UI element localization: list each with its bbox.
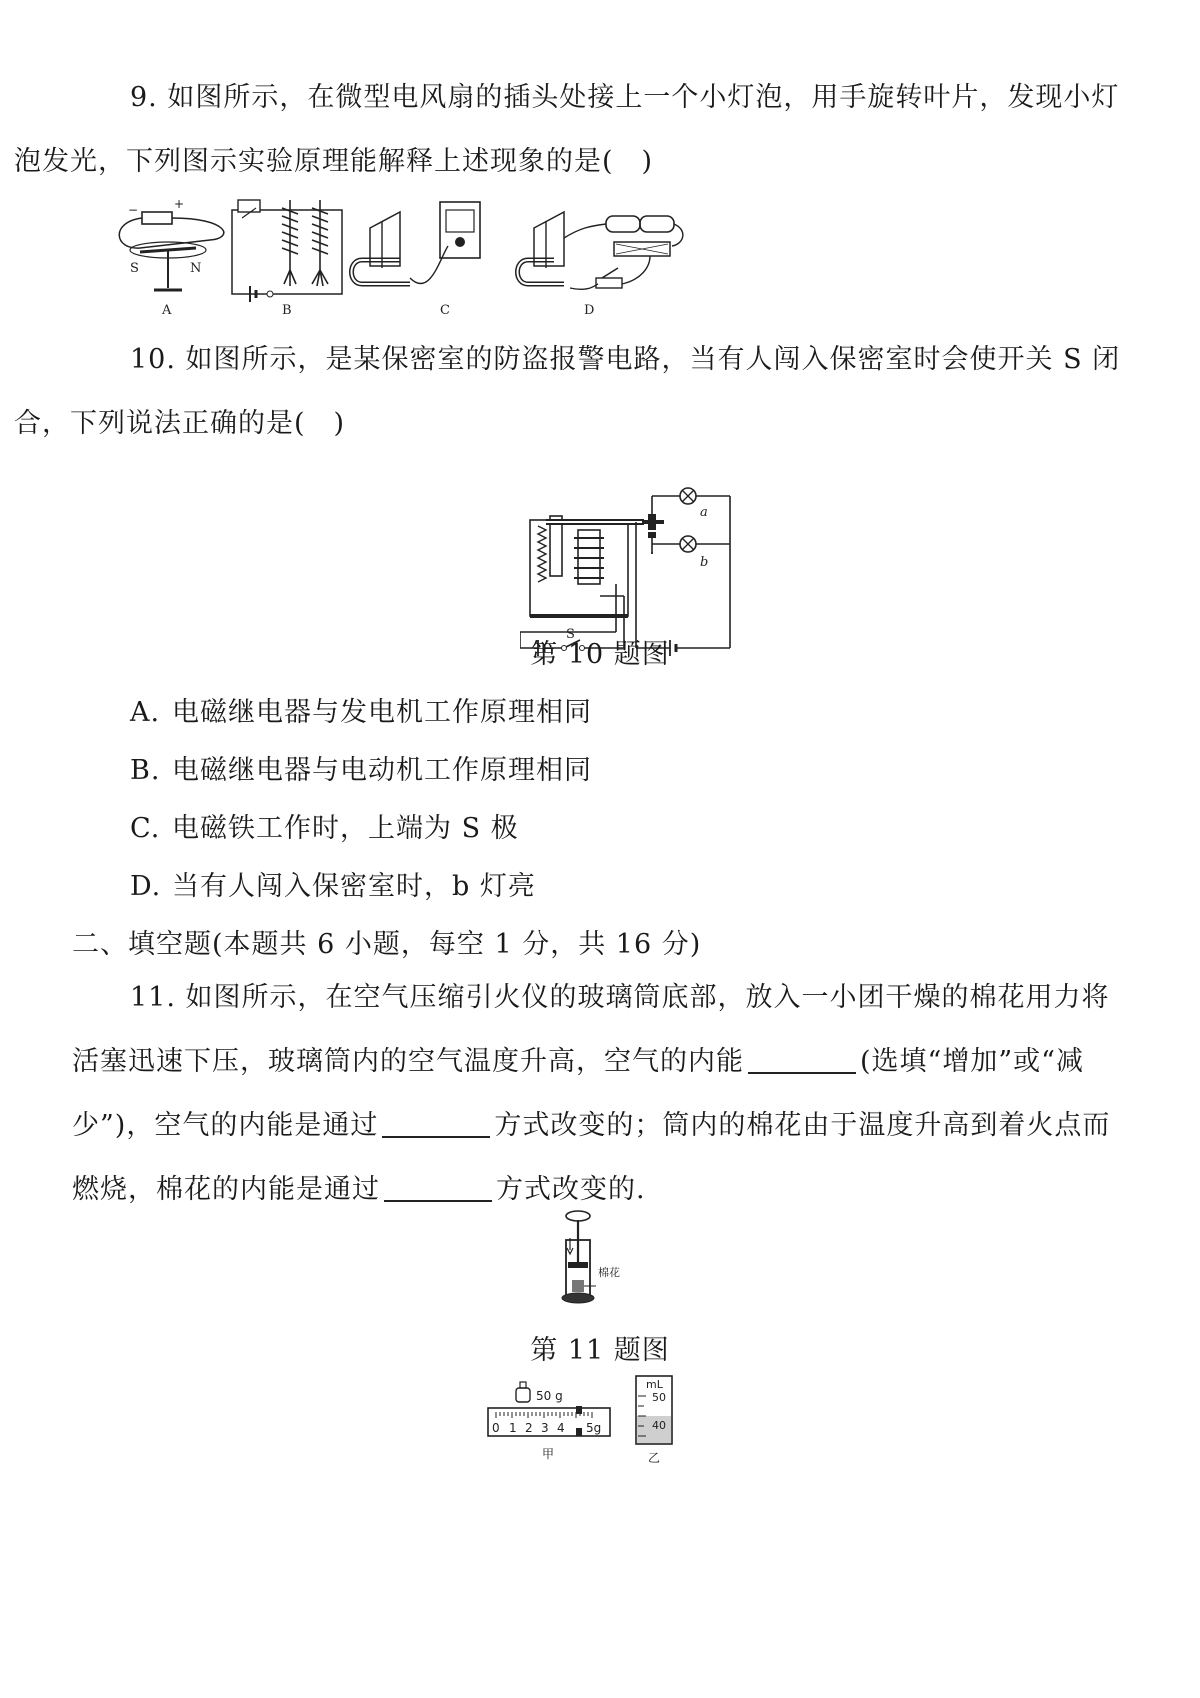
q12-figures [480,1372,710,1472]
question-11: 11. 如图所示，在空气压缩引火仪的玻璃筒底部，放入一小团干燥的棉花用力将 活塞迅速下压，玻璃筒内的空气温度升高，空气的内能 (选填“增加”或“减 少”)，空气的内能是通过 方式改变的；筒内的棉花由于温度升高到着火点而 燃烧，棉花的内能是通过 方式改变的. [72,966,1132,1222]
question-10 [14,328,1132,456]
q9-figure-c [352,202,481,318]
q10-line-2: 合，下列说法正确的是( ) [14,408,346,439]
q11-caption: 第 11 题图 [530,1335,670,1366]
svg-text:3: 3 [541,1421,549,1435]
svg-text:5g: 5g [586,1421,602,1435]
label-jia: 甲 [542,1447,555,1461]
q9-figures [110,188,690,323]
q11-line-1: 11. 如图所示，在空气压缩引火仪的玻璃筒底部，放入一小团干燥的棉花用力将 [130,982,1110,1013]
answer-blank-3[interactable] [384,1200,492,1202]
cylinder-unit: mL [646,1378,663,1391]
q10-option-d: D. 当有人闯入保密室时，b 灯亮 [130,871,536,902]
svg-text:2: 2 [525,1421,533,1435]
svg-text:4: 4 [557,1421,565,1435]
q9-line-1: 9. 如图所示，在微型电风扇的插头处接上一个小灯泡，用手旋转叶片，发现小灯 [130,82,1120,113]
option-b-label: B [282,303,292,318]
svg-text:1: 1 [509,1421,517,1435]
q10-option-b: B. 电磁继电器与电动机工作原理相同 [130,755,592,786]
question-9 [14,66,1132,194]
cylinder-tick-40: 40 [652,1419,666,1432]
south-label: S [130,261,139,276]
switch-s-label: S [566,627,575,642]
q9-figure-d [518,212,683,318]
q9-line-2: 泡发光，下列图示实验原理能解释上述现象的是( ) [14,146,654,177]
svg-text:0: 0 [492,1421,500,1435]
lamp-a-label: a [700,505,708,520]
graduated-cylinder-figure [636,1376,672,1465]
plus-sign: + [174,197,185,211]
q10-option-c: C. 电磁铁工作时，上端为 S 极 [130,813,519,844]
q10-option-a: A. 电磁继电器与发电机工作原理相同 [130,697,592,728]
minus-sign: − [128,203,139,217]
q10-caption: 第 10 题图 [530,639,670,670]
cotton-label: 棉花 [598,1266,620,1279]
answer-blank-1[interactable] [748,1072,856,1074]
lamp-b-label: b [700,555,709,570]
q9-figure-b [232,200,342,318]
label-yi: 乙 [648,1451,661,1465]
option-c-label: C [440,303,450,318]
section-2-heading: 二、填空题(本题共 6 小题，每空 1 分，共 16 分) [72,929,702,960]
q10-line-1: 10. 如图所示，是某保密室的防盗报警电路，当有人闯入保密室时会使开关 S 闭 [130,344,1121,375]
balance-figure [488,1382,610,1461]
option-d-label: D [584,303,595,318]
north-label: N [190,261,202,276]
weight-label: 50 g [536,1389,563,1403]
answer-blank-2[interactable] [382,1136,490,1138]
cylinder-tick-50: 50 [652,1391,666,1404]
q9-figure-a [119,197,224,318]
q11-figure [548,1210,648,1306]
option-a-label: A [162,303,172,318]
